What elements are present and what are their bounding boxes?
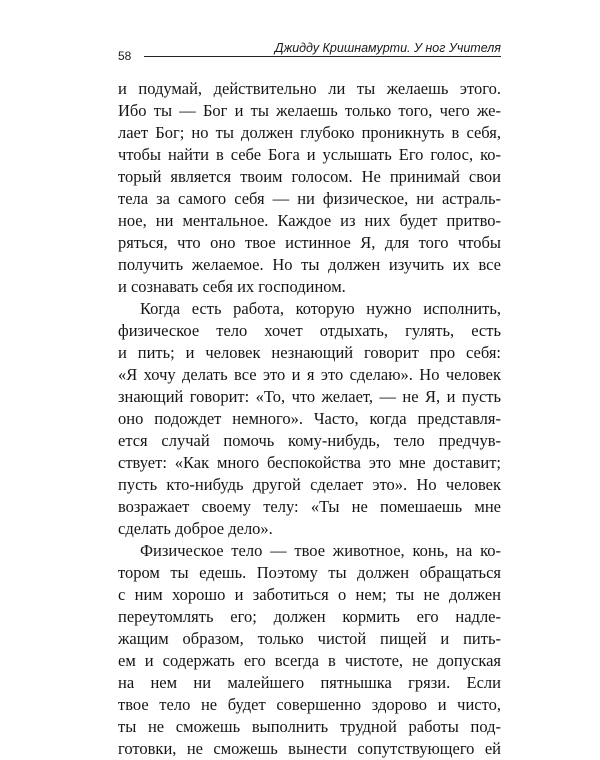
text-line: с ним хорошо и заботиться о нем; ты не должен [118, 585, 501, 604]
text-line: и подумай, действительно ли ты желаешь этого. [118, 79, 501, 98]
text-line: Физическое тело — твое животное, конь, на ко- [140, 541, 501, 560]
page-number: 58 [118, 49, 132, 63]
text-line: переутомлять его; должен кормить его надле- [118, 607, 501, 626]
text-line: ем и содержать его всегда в чистоте, не допуская [118, 651, 501, 670]
text-line: оно подождет немного». Часто, когда представля- [118, 409, 501, 428]
text-line: на нем ни малейшего пятнышка грязи. Если [118, 673, 501, 692]
text-line: пусть кто-нибудь другой сделает это». Но человек [118, 475, 501, 494]
text-line: ряться, что оно твое истинное Я, для того чтобы [118, 233, 501, 252]
text-line: жащим образом, только чистой пищей и пить- [118, 629, 501, 648]
text-line: и пить; и человек незнающий говорит про себя: [118, 343, 501, 362]
page-header [118, 41, 501, 63]
text-line: тором ты едешь. Поэтому ты должен обращаться [118, 563, 501, 582]
text-line: и сознавать себя их господином. [118, 277, 346, 296]
text-line: ствует: «Как много беспокойства это мне доставит; [118, 453, 501, 472]
text-line: твое тело не будет совершенно здорово и чисто, [118, 695, 501, 714]
text-line: ты не сможешь выполнить трудной работы под- [118, 717, 501, 736]
text-line: лает Бог; но ты должен глубоко проникнуть в себя, [118, 123, 501, 142]
text-line: торый является твоим голосом. Не принимай свои [118, 167, 501, 186]
text-line: тела за самого себя — ни физическое, ни астраль- [118, 189, 501, 208]
text-line: получить желаемое. Но ты должен изучить их все [118, 255, 501, 274]
text-line: Когда есть работа, которую нужно исполнить, [140, 299, 501, 318]
text-line: готовки, не сможешь вынести сопутствующего ей [118, 739, 501, 758]
header-rule [144, 56, 501, 57]
text-line: возражает своему телу: «Ты не помешаешь мне [118, 497, 501, 516]
text-line: ное, ни ментальное. Каждое из них будет притво- [118, 211, 501, 230]
text-line: чтобы найти в себе Бога и услышать Его голос, ко- [118, 145, 501, 164]
text-line: физическое тело хочет отдыхать, гулять, есть [118, 321, 501, 340]
text-line: Ибо ты — Бог и ты желаешь только того, чего же- [118, 101, 501, 120]
text-line: «Я хочу делать все это и я это сделаю». Но человек [118, 365, 501, 384]
running-head: Джидду Кришнамурти. У ног Учителя [274, 41, 501, 55]
text-line: сделать доброе дело». [118, 519, 273, 538]
text-line: ется случай помочь кому-нибудь, тело предчув- [118, 431, 501, 450]
text-line: знающий говорит: «То, что желает, — не Я, и пусть [118, 387, 501, 406]
body-text [118, 78, 501, 760]
